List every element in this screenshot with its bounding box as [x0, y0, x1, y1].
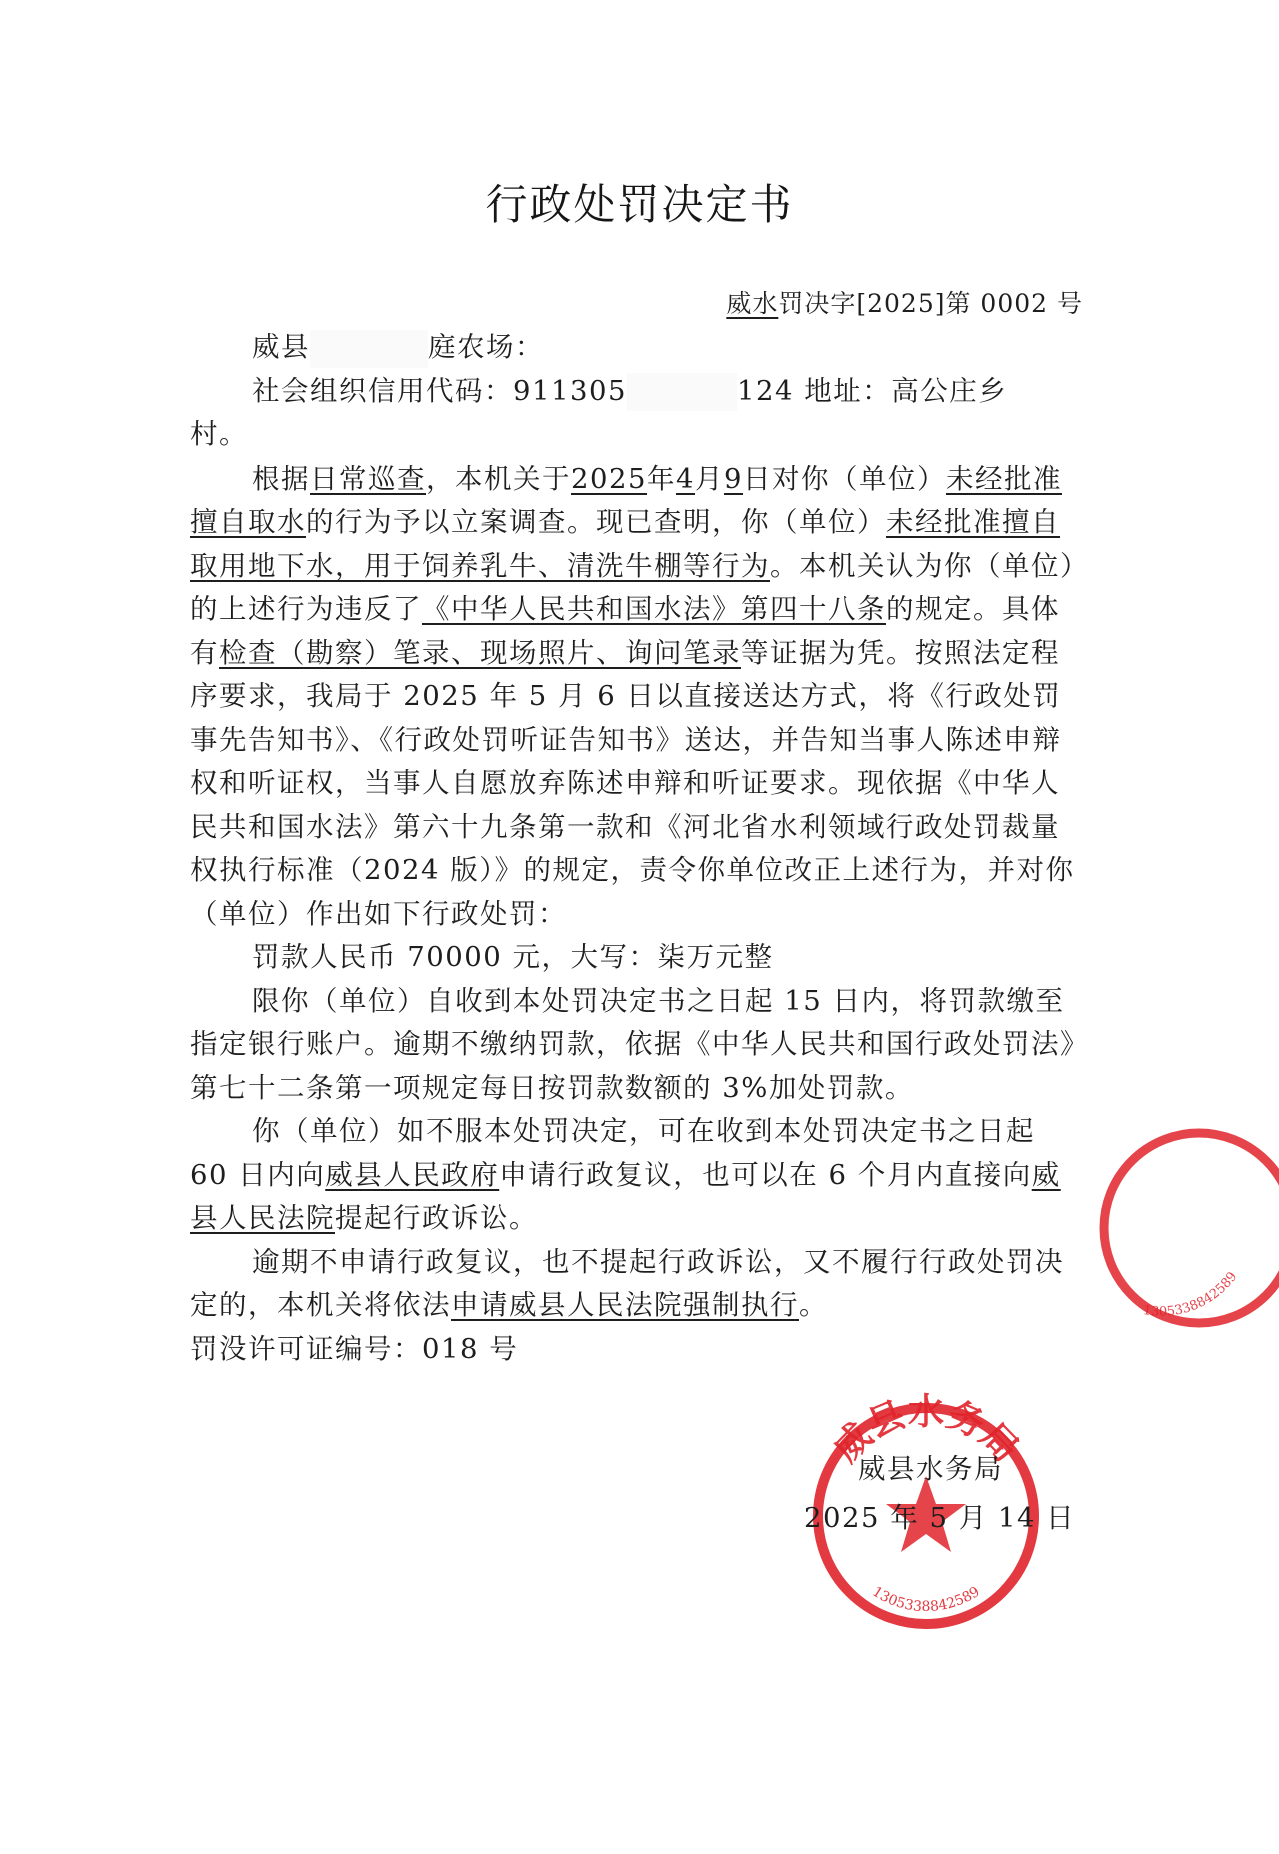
- edge-seal: [1119, 1108, 1279, 1348]
- underlined-text: 未经批准擅自取水: [190, 462, 1062, 538]
- village-line: [190, 413, 1083, 457]
- fine-line: [190, 936, 1083, 980]
- village-text: 村。: [190, 418, 248, 450]
- text-span: 根据: [252, 462, 310, 495]
- address-text: 124 地址：高公庄乡: [736, 374, 1008, 407]
- underlined-text: 4: [676, 462, 695, 495]
- credit-code-line: [190, 370, 1083, 414]
- document-title: 行政处罚决定书: [485, 180, 794, 229]
- text-span: 。: [799, 1289, 828, 1321]
- underlined-text: 未经批准擅自取用地下水，用于饲养乳牛、清洗牛棚等行为: [190, 506, 1060, 582]
- svg-text:1305338842589: [869, 1584, 982, 1615]
- underlined-text: 检查（勘察）笔录、现场照片、询问笔录: [219, 636, 741, 669]
- permit-number-line: [190, 1328, 1083, 1372]
- text-span: 的规定。具体有: [190, 593, 1060, 669]
- paragraph-appeal: [190, 1110, 1083, 1241]
- document-body: [190, 326, 1083, 1371]
- signature-date: 2025 年 5 月 14 日: [804, 1502, 1076, 1534]
- svg-text:1305338842589: [1142, 1269, 1240, 1319]
- seal-ring-text: 威县水务局: [825, 1390, 1027, 1471]
- text-span: 月: [695, 462, 724, 495]
- underlined-text: 申请威县人民法院强制执行: [451, 1289, 799, 1321]
- text-span: 逾期不申请行政复议，也不提起行政诉讼，又不履行行政处罚决定的，本机关将依法: [190, 1245, 1064, 1321]
- text-span: 的行为予以立案调查。现已查明，你（单位）: [306, 506, 886, 538]
- text-span: 年: [647, 462, 676, 495]
- text-span: 申请行政复议，也可以在 6 个月内直接向: [499, 1158, 1032, 1191]
- document-number: [726, 284, 1083, 320]
- paragraph-enforcement: [190, 1241, 1083, 1328]
- credit-code-label: 社会组织信用代码：911305: [252, 374, 627, 407]
- fine-text: 罚款人民币 70000 元，大写：柒万元整: [252, 941, 774, 973]
- paragraph-payment-limit: [190, 980, 1083, 1111]
- underlined-text: 日常巡查: [310, 462, 426, 495]
- permit-number: 罚没许可证编号：018 号: [190, 1332, 519, 1365]
- text-span: 提起行政诉讼。: [335, 1202, 538, 1234]
- payment-limit-text: 限你（单位）自收到本处罚决定书之日起 15 日内，将罚款缴至指定银行账户。逾期不缴纳罚款，依据《中华人民共和国行政处罚法》第七十二条第一项规定每日按罚款数额的 3%加处罚款。: [190, 984, 1076, 1104]
- text-span: ，本机关于: [426, 462, 571, 495]
- edge-seal-code: 1305338842589: [1141, 1269, 1241, 1320]
- text-span: 等证据为凭。按照法定程序要求，我局于 2025 年 5 月 6 日以直接送达方式，将《行政处罚事先告知书》、《行政处罚听证告知书》送达，并告知当事人陈述申辩权和听证权，当事人自愿放弃陈述申辩和听证要求。现依据《中华人民共和国水法》第六十九条第一款和《河北省水利领域行政处罚裁量权执行标准（2024 版）》的规定，责令你单位改正上述行为，并对你（单位）作出如下行政处罚：: [190, 636, 1075, 930]
- redacted-area: [627, 373, 737, 411]
- recipient-prefix: 威县: [252, 331, 310, 363]
- recipient-line: [190, 326, 1083, 370]
- redacted-area: [310, 330, 428, 368]
- seal-code-text: 1305338842589: [869, 1583, 983, 1616]
- underlined-text: 2025: [571, 462, 647, 495]
- underlined-text: 威县人民法院: [190, 1158, 1061, 1234]
- underlined-text: 《中华人民共和国水法》第四十八条: [422, 593, 886, 625]
- signature-org: 威县水务局: [858, 1453, 1003, 1485]
- text-span: 你（单位）如不服本处罚决定，可在收到本处罚决定书之日起 60 日内向: [190, 1115, 1035, 1191]
- recipient-suffix: 庭农场：: [428, 331, 544, 363]
- underlined-text: 9: [724, 462, 743, 495]
- text-span: 。本机关认为你（单位）的上述行为违反了: [190, 549, 1076, 625]
- document-number-prefix: 威水: [726, 289, 779, 318]
- document-number-rest: 罚决字[2025]第 0002 号: [778, 289, 1083, 318]
- underlined-text: 威县人民政府: [325, 1158, 500, 1191]
- paragraph-investigation: [190, 458, 1083, 937]
- text-span: 日对你（单位）: [743, 462, 946, 495]
